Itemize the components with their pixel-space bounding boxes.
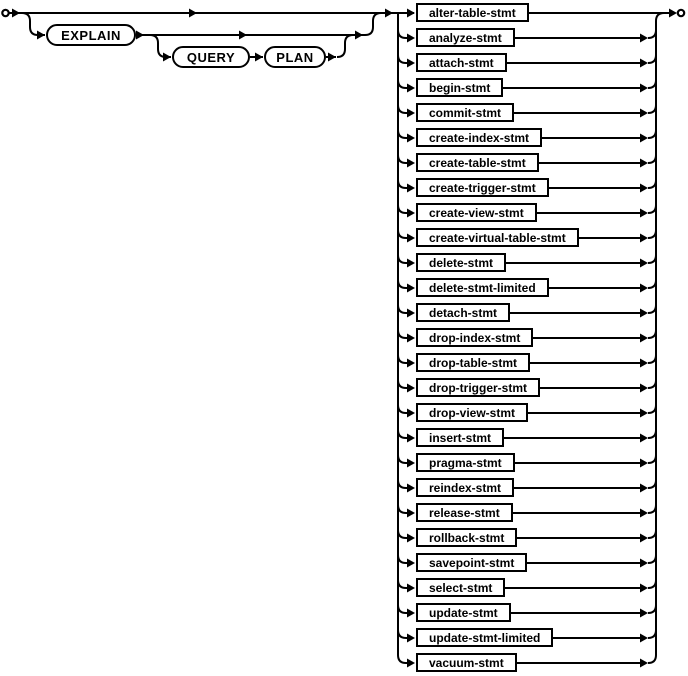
- nonterminal-delete-stmt[interactable]: delete-stmt: [416, 253, 506, 272]
- nonterminal-detach-stmt[interactable]: detach-stmt: [416, 303, 510, 322]
- nonterminal-insert-stmt[interactable]: insert-stmt: [416, 428, 504, 447]
- nonterminal-alter-table-stmt[interactable]: alter-table-stmt: [416, 3, 529, 22]
- nonterminal-create-table-stmt[interactable]: create-table-stmt: [416, 153, 539, 172]
- nonterminal-vacuum-stmt[interactable]: vacuum-stmt: [416, 653, 517, 672]
- nonterminal-delete-stmt-limited[interactable]: delete-stmt-limited: [416, 278, 549, 297]
- nonterminal-update-stmt[interactable]: update-stmt: [416, 603, 511, 622]
- nonterminal-reindex-stmt[interactable]: reindex-stmt: [416, 478, 514, 497]
- nonterminal-rollback-stmt[interactable]: rollback-stmt: [416, 528, 517, 547]
- nonterminal-drop-view-stmt[interactable]: drop-view-stmt: [416, 403, 528, 422]
- nonterminal-release-stmt[interactable]: release-stmt: [416, 503, 513, 522]
- end-terminal-circle: [678, 10, 684, 16]
- nonterminal-savepoint-stmt[interactable]: savepoint-stmt: [416, 553, 527, 572]
- nonterminal-commit-stmt[interactable]: commit-stmt: [416, 103, 514, 122]
- terminal-explain: EXPLAIN: [46, 24, 136, 46]
- nonterminal-update-stmt-limited[interactable]: update-stmt-limited: [416, 628, 553, 647]
- lines: [9, 13, 669, 663]
- nonterminal-drop-index-stmt[interactable]: drop-index-stmt: [416, 328, 533, 347]
- nonterminal-drop-trigger-stmt[interactable]: drop-trigger-stmt: [416, 378, 540, 397]
- nonterminal-create-index-stmt[interactable]: create-index-stmt: [416, 128, 542, 147]
- nonterminal-drop-table-stmt[interactable]: drop-table-stmt: [416, 353, 530, 372]
- terminal-query: QUERY: [172, 46, 250, 68]
- start-terminal-circle: [2, 10, 8, 16]
- nonterminal-select-stmt[interactable]: select-stmt: [416, 578, 505, 597]
- nonterminal-begin-stmt[interactable]: begin-stmt: [416, 78, 503, 97]
- nonterminal-analyze-stmt[interactable]: analyze-stmt: [416, 28, 515, 47]
- nonterminal-create-view-stmt[interactable]: create-view-stmt: [416, 203, 537, 222]
- terminal-plan: PLAN: [264, 46, 326, 68]
- nonterminal-create-trigger-stmt[interactable]: create-trigger-stmt: [416, 178, 549, 197]
- nonterminal-attach-stmt[interactable]: attach-stmt: [416, 53, 507, 72]
- nonterminal-create-virtual-table-stmt[interactable]: create-virtual-table-stmt: [416, 228, 579, 247]
- nonterminal-pragma-stmt[interactable]: pragma-stmt: [416, 453, 515, 472]
